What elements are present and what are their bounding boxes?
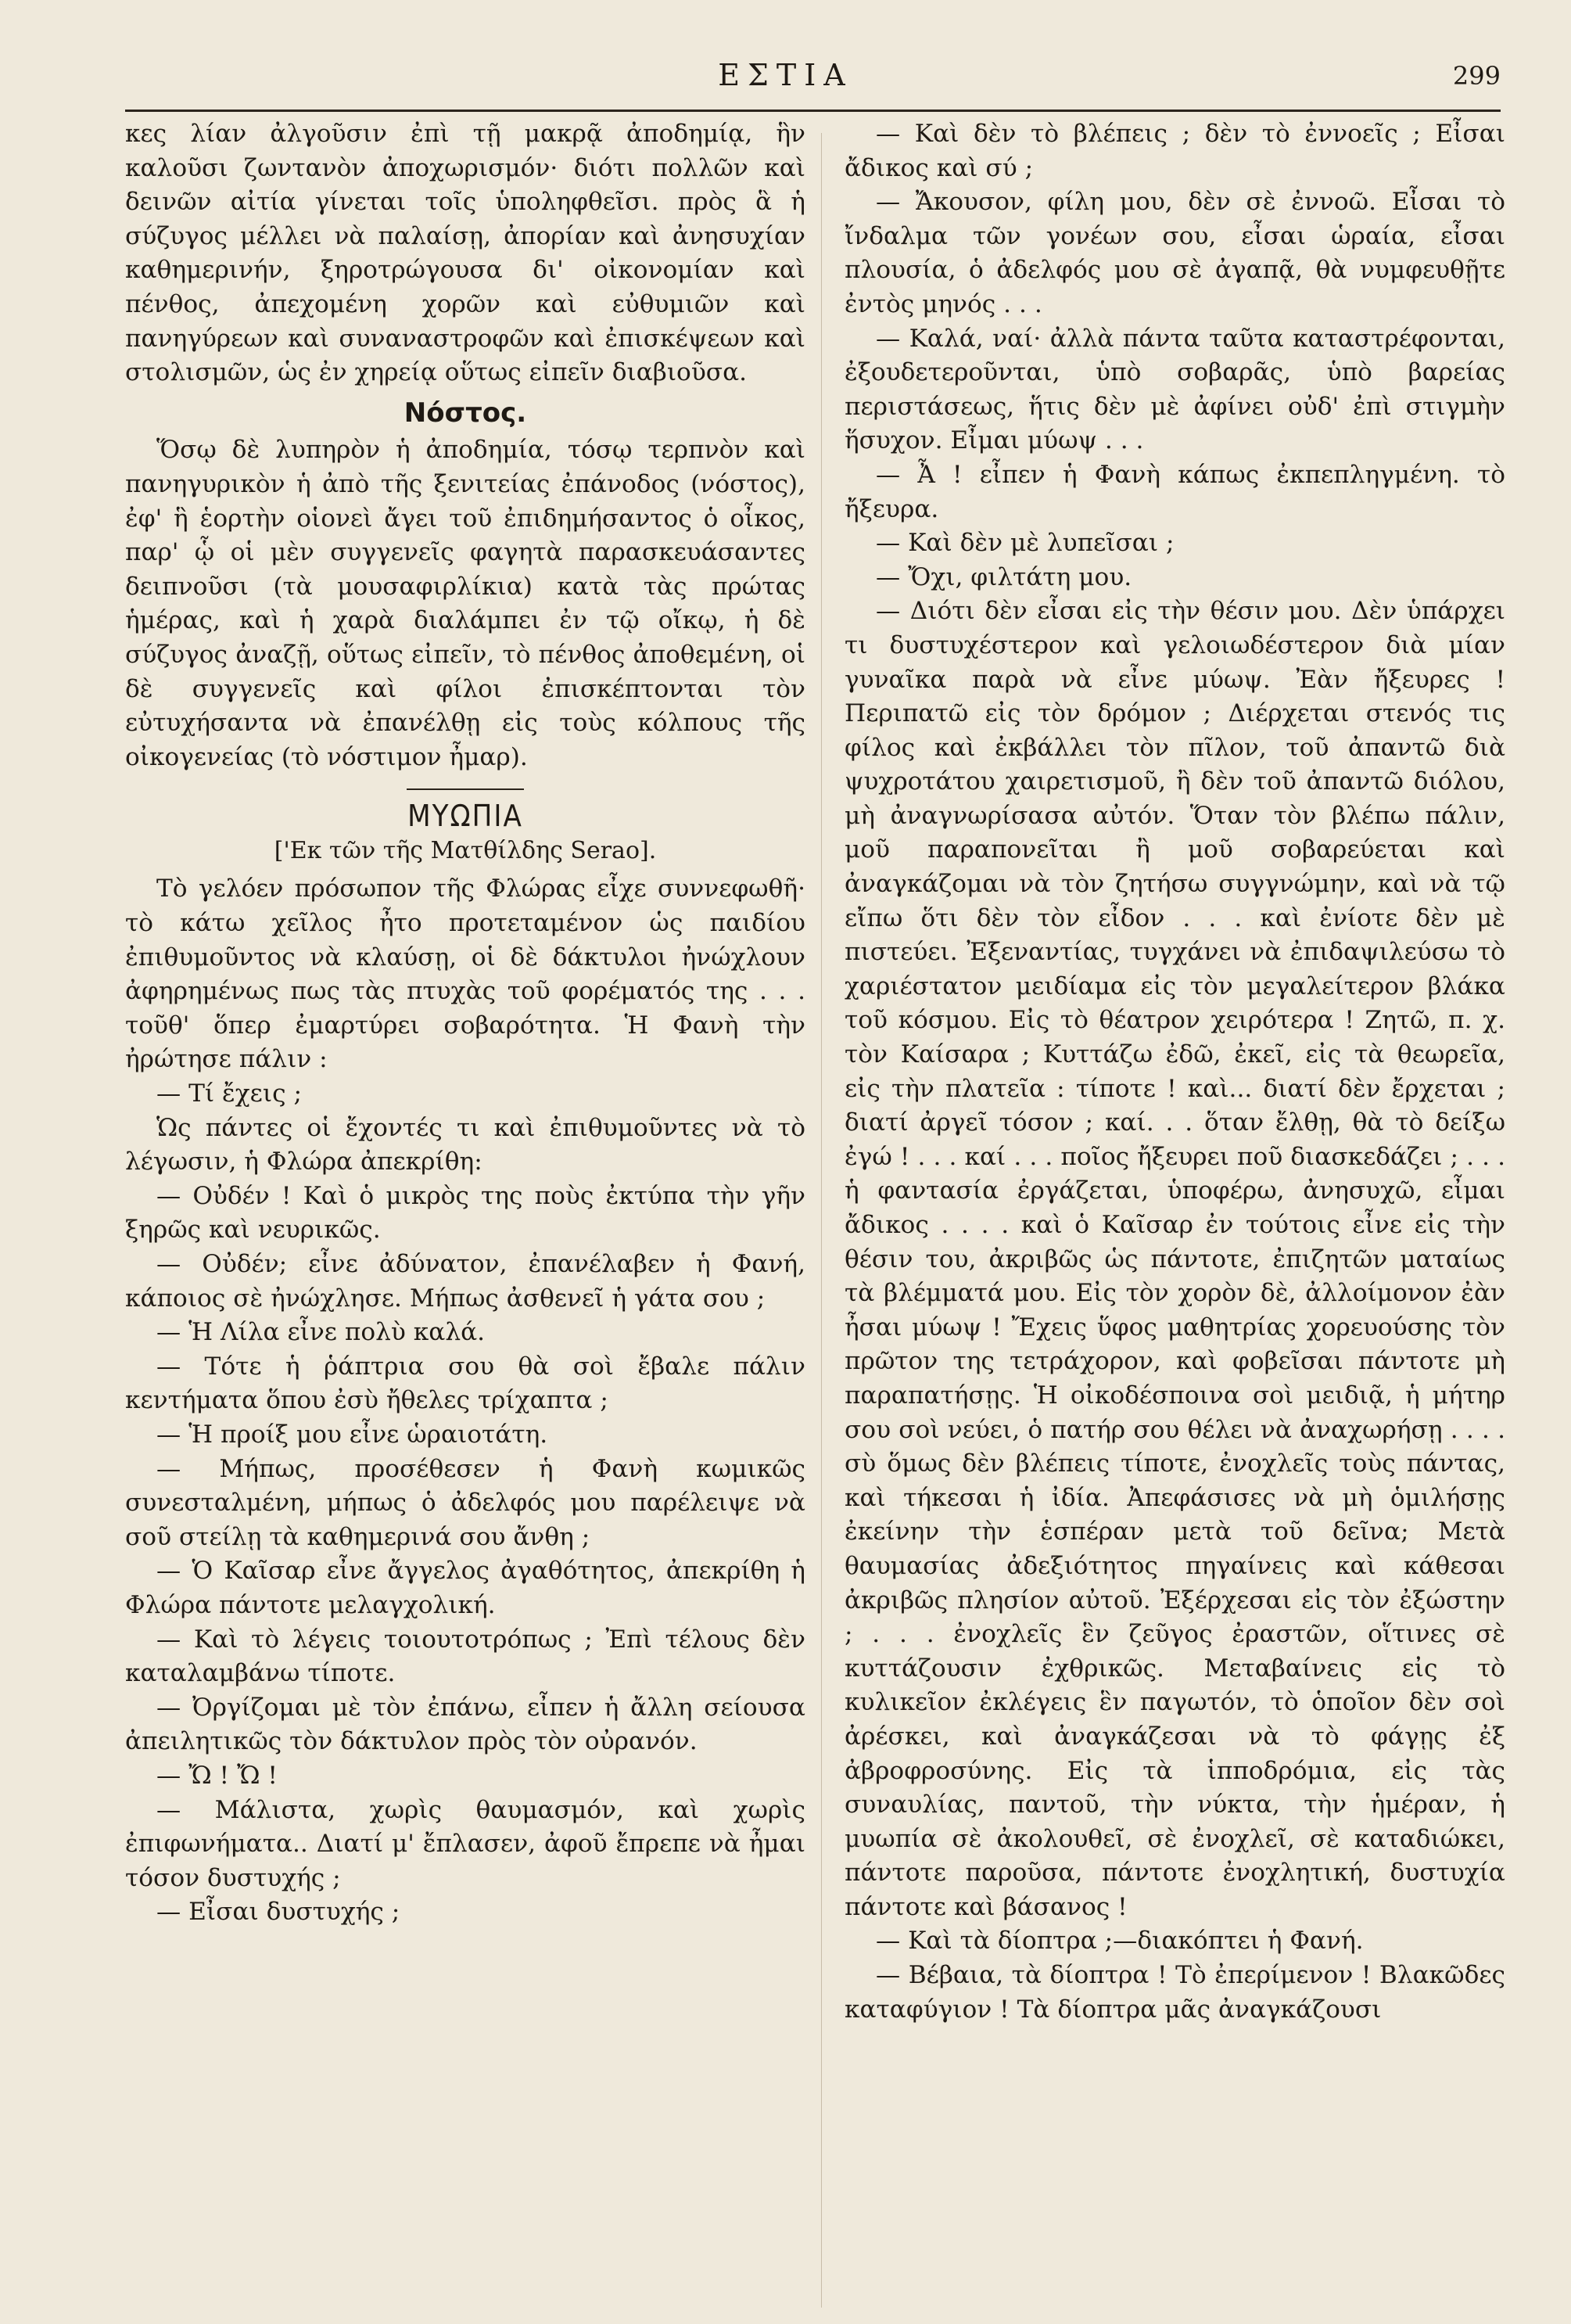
article-separator (407, 788, 524, 790)
paragraph: — Ἡ Λίλα εἶνε πολὺ καλά. (156, 1318, 486, 1347)
paragraph: — Οὐδέν ! Καὶ ὁ μικρὸς της ποὺς ἐκτύπα τὴν γῆν ξηρῶς καὶ νευρικῶς. (125, 1181, 805, 1245)
column-divider (821, 133, 822, 2308)
paragraph: — Καὶ τὰ δίοπτρα ;—διακόπτει ἡ Φανή. (876, 1927, 1364, 1956)
paragraph: — Τί ἔχεις ; (156, 1079, 302, 1108)
paragraph: — Τότε ἡ ῥάπτρια σου θὰ σοὶ ἔβαλε πάλιν κεντήματα ὅπου ἐσὺ ἤθελες τρίχαπτα ; (125, 1352, 805, 1415)
paragraph: Τὸ γελόεν πρόσωπον τῆς Φλώρας εἶχε συννεφωθῆ· τὸ κάτω χεῖλος ἦτο προτεταμένον ὡς παιδίου ἐπιθυμοῦντος νὰ κλαύσῃ, οἱ δὲ δάκτυλοι ἠνώχλουν ἀφηρημένως πως τὰς πτυχὰς τοῦ φορέματός της . . . τοῦθ' ὅπερ ἐμαρτύρει σοβαρότητα. Ἡ Φανὴ τὴν ἠρώτησε πάλιν : (125, 875, 805, 1074)
paragraph: — Διότι δὲν εἶσαι εἰς τὴν θέσιν μου. Δὲν ὑπάρχει τι δυστυχέστερον καὶ γελοιωδέστερον διὰ μίαν γυναῖκα παρὰ νὰ εἶνε μύωψ. Ἐὰν ἤξευρες ! Περιπατῶ εἰς τὸν δρόμον ; Διέρχεται στενός τις φίλος καὶ ἐκβάλλει τὸν πῖλον, τοῦ ἀπαντῶ διὰ ψυχροτάτου χαιρετισμοῦ, ἢ δὲν τοῦ ἀπαντῶ διόλου, μὴ ἀναγνωρίσασα αὐτόν. Ὅταν τὸν βλέπω πάλιν, μοῦ παραπονεῖται ἢ μοῦ σοβαρεύεται καὶ ἀναγκάζομαι νὰ τὸν ζητήσω συγγνώμην, καὶ νὰ τῷ εἴπω ὅτι δὲν τὸν εἶδον . . . καὶ ἐνίοτε δὲν μὲ πιστεύει. Ἐξεναντίας, τυγχάνει νὰ ἐπιδαψιλεύσω τὸ χαριέστατον μειδίαμα εἰς τὸν μεγαλείτερον βλάκα τοῦ κόσμου. Εἰς τὸ θέατρον χειρότερα ! Ζητῶ, π. χ. τὸν Καίσαρα ; Κυττάζω ἐδῶ, ἐκεῖ, εἰς τὰ θεωρεῖα, εἰς τὴν πλατεῖα : τίποτε ! καὶ... διατί δὲν ἔρχεται ; διατί ἀργεῖ τόσον ; καί. . . ὅταν ἔλθῃ, θὰ τὸ δείξω ἐγώ ! . . . καί . . . ποῖος ἤξευρει ποῦ διασκεδάζει ; . . . ἡ φαντασία ἐργάζεται, ὑποφέρω, ἀνησυχῶ, εἶμαι ἄδικος . . . . καὶ ὁ Καῖσαρ ἐν τούτοις εἶνε εἰς τὴν θέσιν του, ἀκριβῶς ὡς πάντοτε, ἐπιζητῶν ματαίως τὰ βλέμματά μου. Εἰς τὸν χορὸν δὲ, ἀλλοίμονον ἐὰν ἦσαι μύωψ ! Ἔχεις ὕφος μαθητρίας χορευούσης τὸν πρῶτον της τετράχορον, καὶ φοβεῖσαι πάντοτε μὴ παραπατήσῃς. Ἡ οἰκοδέσποινα σοὶ μειδιᾷ, ἡ μήτηρ σου σοὶ νεύει, ὁ πατήρ σου θέλει νὰ ἀναχωρήσῃ . . . . σὺ ὅμως δὲν βλέπεις τίποτε, ἐνοχλεῖς τοὺς πάντας, καὶ τήκεσαι ἡ ἰδία. Ἀπεφάσισες νὰ μὴ ὁμιλήσῃς ἐκείνην τὴν ἑσπέραν μετὰ τοῦ δεῖνα; Μετὰ θαυμασίας ἀδεξιότητος πηγαίνεις καὶ κάθεσαι ἀκριβῶς πλησίον αὐτοῦ. Ἐξέρχεσαι εἰς τὸν ἐξώστην ; . . . ἐνοχλεῖς ἓν ζεῦγος ἐραστῶν, οἵτινες σὲ κυττάζουσιν ἐχθρικῶς. Μεταβαίνεις εἰς τὸ κυλικεῖον ἐκλέγεις ἓν παγωτόν, τὸ ὁποῖον δὲν σοὶ ἀρέσκει, καὶ ἀναγκάζεσαι νὰ τὸ φάγῃς ἐξ ἀβροφροσύνης. Εἰς τὰ ἱπποδρόμια, εἰς τὰς συναυλίας, παντοῦ, τὴν νύκτα, τὴν ἡμέραν, ἡ μυωπία σὲ ἀκολουθεῖ, σὲ ἐνοχλεῖ, σὲ καταδιώκει, πάντοτε παροῦσα, πάντοτε ἐνοχλητική, δυστυχία πάντοτε καὶ βάσανος ! (845, 597, 1505, 1921)
paragraph: — Ὤ ! Ὤ ! (156, 1761, 278, 1790)
paragraph: — Οὐδέν; εἶνε ἀδύνατον, ἐπανέλαβεν ἡ Φανή, κάποιος σὲ ἠνώχλησε. Μήπως ἀσθενεῖ ἡ γάτα σου ; (125, 1250, 805, 1313)
article-title: ΜΥΩΠΙΑ (407, 799, 523, 834)
paragraph: Ὡς πάντες οἱ ἔχοντές τι καὶ ἐπιθυμοῦντες νὰ τὸ λέγωσιν, ἡ Φλώρα ἀπεκρίθη: (125, 1113, 805, 1176)
paragraph: — Ὁ Καῖσαρ εἶνε ἄγγελος ἀγαθότητος, ἀπεκρίθη ἡ Φλώρα πάντοτε μελαγχολική. (125, 1557, 805, 1619)
section-title: Νόστος. (404, 397, 527, 429)
nostos-paragraph: Ὅσῳ δὲ λυπηρὸν ἡ ἀποδημία, τόσῳ τερπνὸν καὶ πανηγυρικὸν ἡ ἀπὸ τῆς ξενιτείας ἐπάνοδος (νόστος), ἐφ' ἣ ἑορτὴν οἱονεὶ ἄγει τοῦ ἐπιδημήσαντος ὁ οἶκος, παρ' ᾧ οἱ μὲν συγγενεῖς φαγητὰ παρασκευάσαντες δειπνοῦσι (τὰ μουσαφιρλίκια) κατὰ τὰς πρώτας ἡμέρας, καὶ ἡ χαρὰ διαλάμπει ἐν τῷ οἴκῳ, ἡ δὲ σύζυγος ἀναζῇ, οὕτως εἰπεῖν, τὸ πένθος ἀποθεμένη, οἱ δὲ συγγενεῖς καὶ φίλοι ἐπισκέπτονται τὸν εὐτυχήσαντα νὰ ἐπανέλθῃ εἰς τοὺς κόλπους τῆς οἰκογενείας (τὸ νόστιμον ἦμαρ). (125, 436, 805, 771)
article-source: ['Εκ τῶν τῆς Ματθίλδης Serao]. (274, 836, 657, 864)
running-title: ΕΣΤΙΑ (718, 58, 853, 92)
paragraph: — Ἄκουσον, φίλη μου, δὲν σὲ ἐννοῶ. Εἶσαι τὸ ἴνδαλμα τῶν γονέων σου, εἶσαι ὡραία, εἶσαι πλουσία, ὁ ἀδελφός μου σὲ ἀγαπᾷ, θὰ νυμφευθῇτε ἐντὸς μηνός . . . (845, 188, 1505, 318)
paragraph: — Ἡ προίξ μου εἶνε ὡραιοτάτη. (156, 1420, 548, 1449)
paragraph: — Καὶ δὲν μὲ λυπεῖσαι ; (876, 529, 1175, 558)
right-column (845, 117, 1505, 2027)
intro-paragraph: κες λίαν ἀλγοῦσιν ἐπὶ τῇ μακρᾷ ἀποδημίᾳ, ἣν καλοῦσι ζωντανὸν ἀποχωρισμόν· διότι πολλῶν καὶ δεινῶν αἰτία γίνεται τοῖς ὑποληφθεῖσι. πρὸς ἃ ἡ σύζυγος μέλλει νὰ παλαίσῃ, ἀπορίαν καὶ ἀνησυχίαν καθημερινήν, ξηροτρώγουσα δι' οἰκονομίαν καὶ πένθος, ἀπεχομένη χορῶν καὶ εὐθυμιῶν καὶ πανηγύρεων καὶ συναναστροφῶν καὶ ἐπισκέψεων καὶ στολισμῶν, ὡς ἐν χηρείᾳ οὕτως εἰπεῖν διαβιοῦσα. (125, 120, 805, 387)
paragraph: — Μάλιστα, χωρὶς θαυμασμόν, καὶ χωρὶς ἐπιφωνήματα.. Διατί μ' ἔπλασεν, ἀφοῦ ἔπρεπε νὰ ἦμαι τόσον δυστυχής ; (125, 1795, 805, 1892)
page-header (0, 47, 1571, 102)
paragraph: — Καλά, ναί· ἀλλὰ πάντα ταῦτα καταστρέφονται, ἐξουδετεροῦνται, ὑπὸ σοβαρᾶς, ὑπὸ βαρείας περιστάσεως, ἥτις δὲν μὲ ἀφίνει οὐδ' ἐπὶ στιγμὴν ἥσυχον. Εἶμαι μύωψ . . . (845, 324, 1505, 455)
paragraph: — Καὶ τὸ λέγεις τοιουτοτρόπως ; Ἐπὶ τέλους δὲν καταλαμβάνω τίποτε. (125, 1625, 805, 1688)
paragraph: — Βέβαια, τὰ δίοπτρα ! Τὸ ἐπερίμενον ! Βλακῶδες καταφύγιον ! Τὰ δίοπτρα μᾶς ἀναγκάζουσι (845, 1961, 1505, 2024)
page-number: 299 (1452, 61, 1501, 91)
paragraph: — Μήπως, προσέθεσεν ἡ Φανὴ κωμικῶς συνεσταλμένη, μήπως ὁ ἀδελφός μου παρέλειψε νὰ σοῦ στείλῃ τὰ καθημερινά σου ἄνθη ; (125, 1454, 805, 1551)
paragraph: — Εἶσαι δυστυχής ; (156, 1898, 400, 1927)
paragraph: — Ὀργίζομαι μὲ τὸν ἐπάνω, εἶπεν ἡ ἄλλη σείουσα ἀπειλητικῶς τὸν δάκτυλον πρὸς τὸν οὐρανόν. (125, 1693, 805, 1756)
header-rule (125, 110, 1501, 112)
paragraph: — Καὶ δὲν τὸ βλέπεις ; δὲν τὸ ἐννοεῖς ; Εἶσαι ἄδικος καὶ σύ ; (845, 120, 1505, 182)
paragraph: — Ἆ ! εἶπεν ἡ Φανὴ κάπως ἐκπεπληγμένη. τὸ ἤξευρα. (845, 460, 1505, 523)
paragraph: — Ὄχι, φιλτάτη μου. (876, 562, 1132, 591)
left-column (125, 117, 805, 1930)
